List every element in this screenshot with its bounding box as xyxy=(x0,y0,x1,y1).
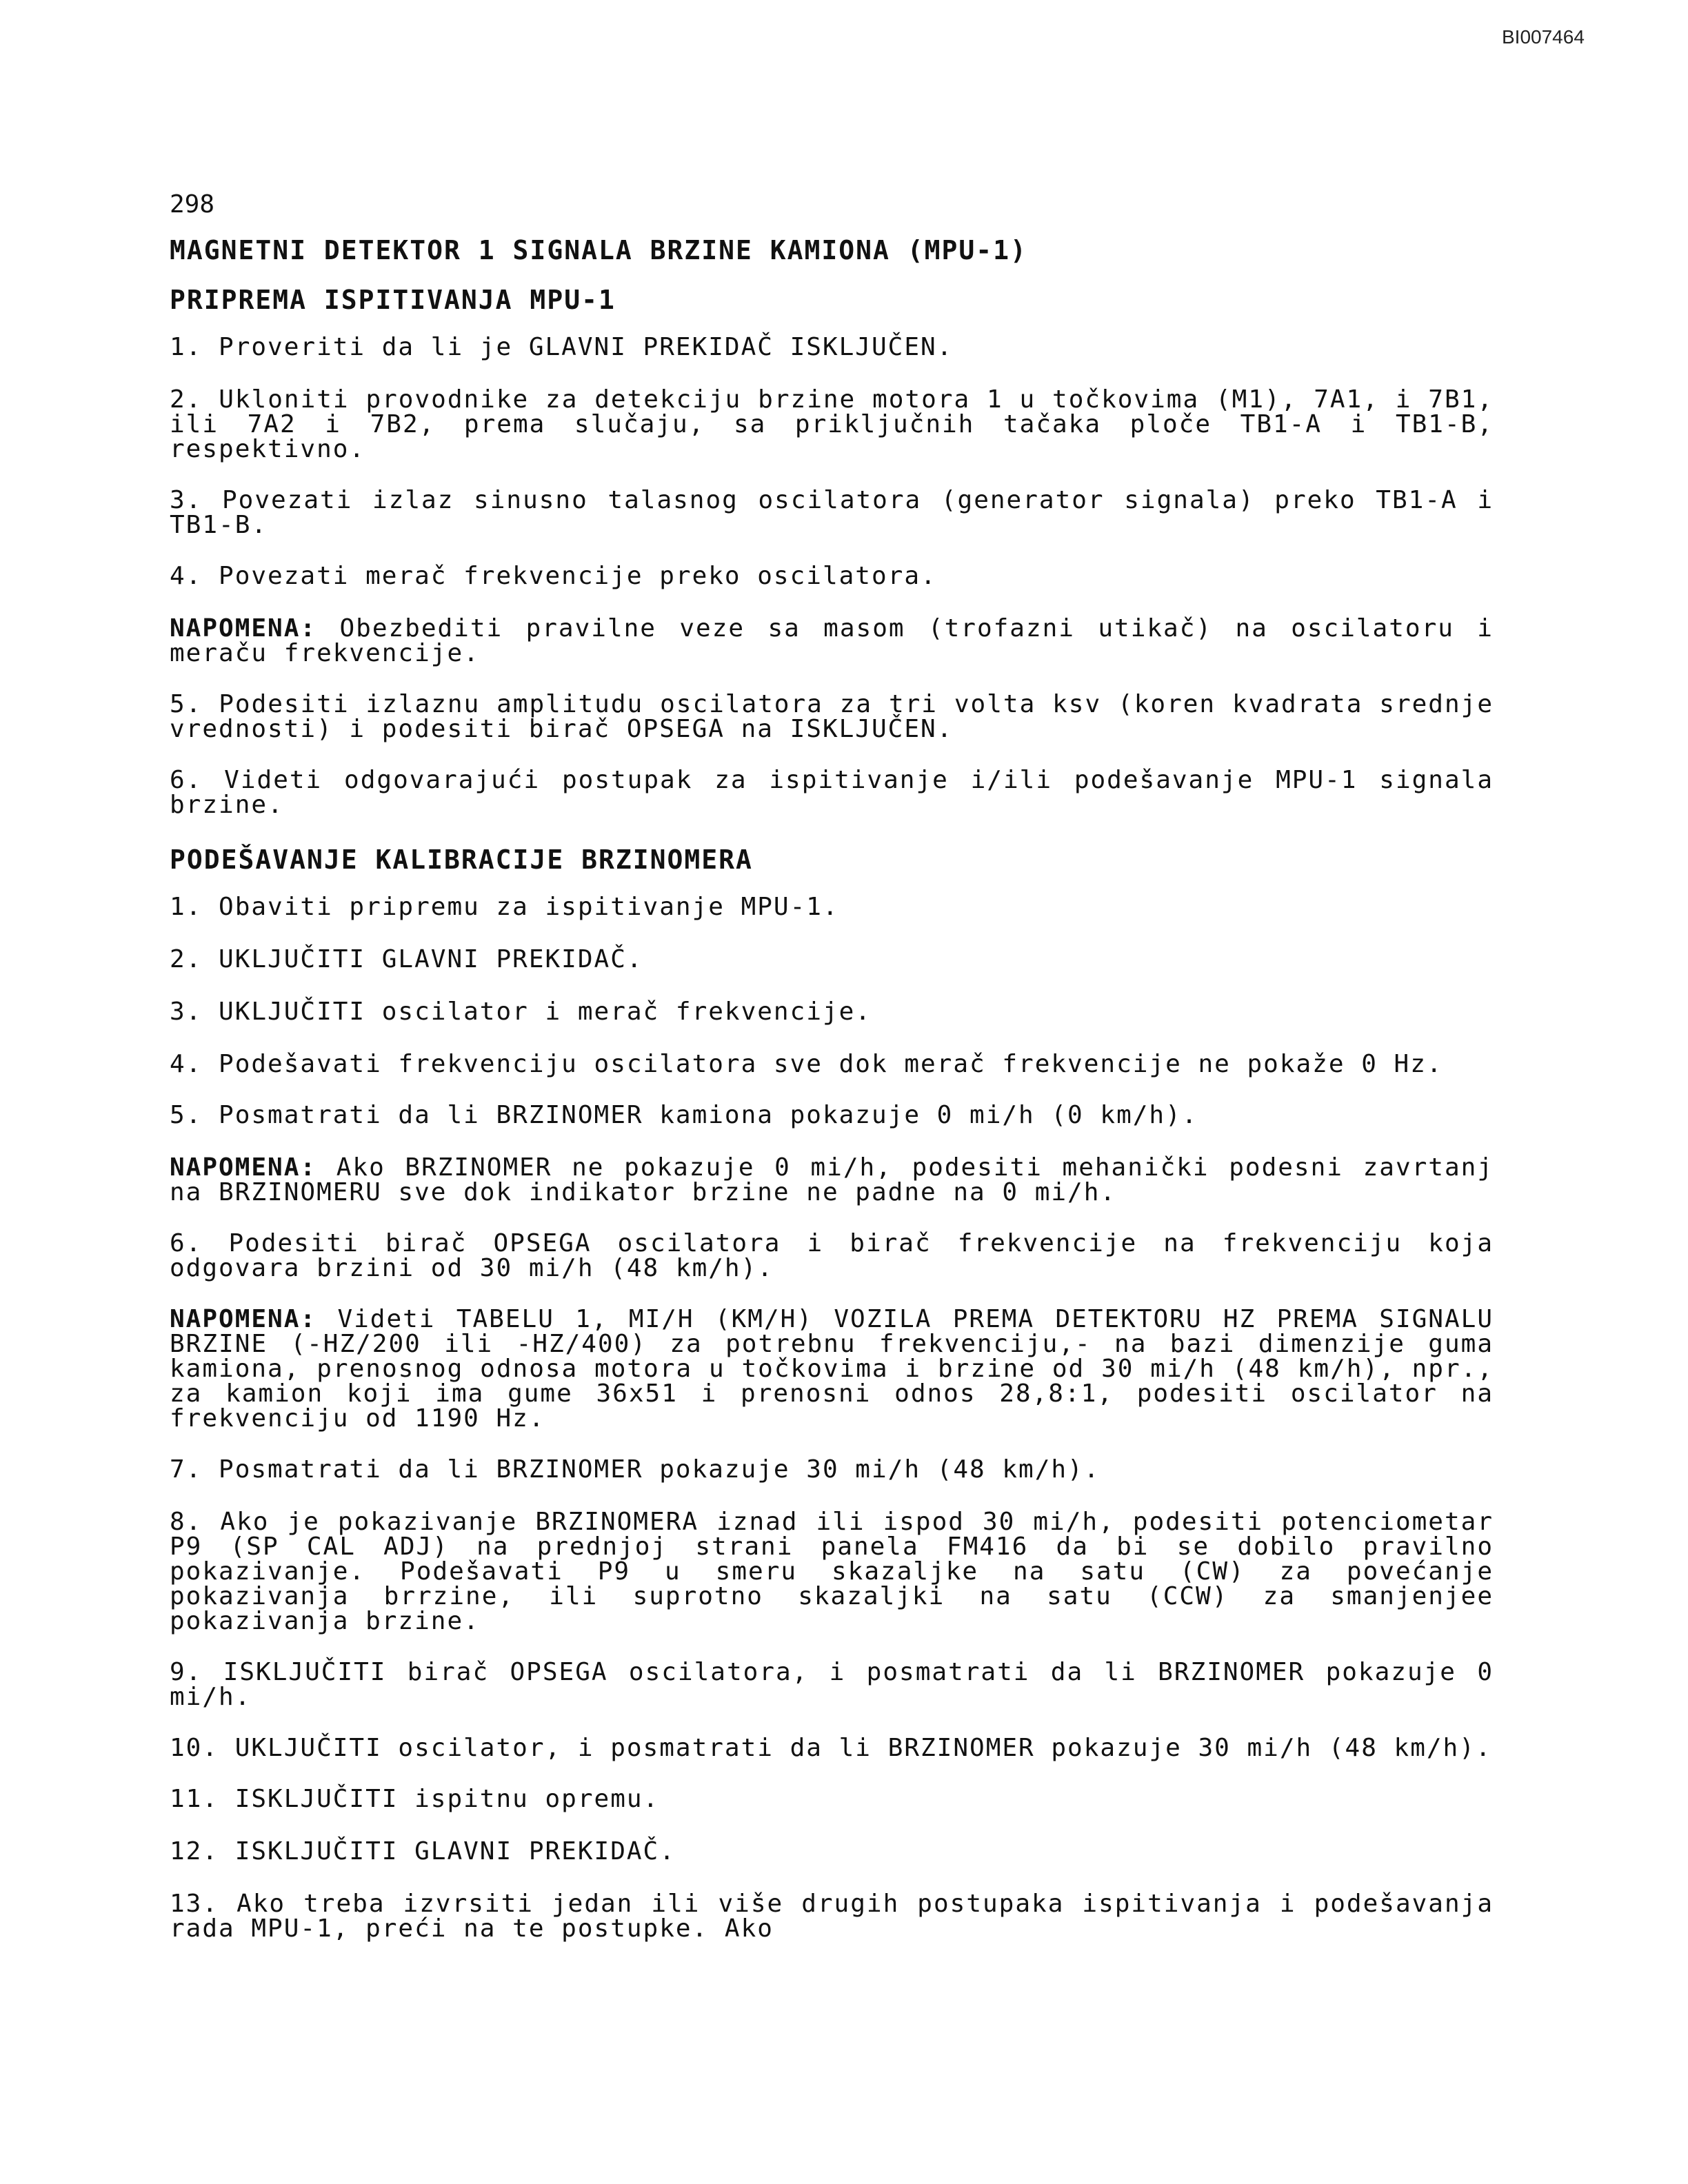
step-paragraph: 3. Povezati izlaz sinusno talasnog oscilatora (generator signala) preko TB1-A i TB1-B. xyxy=(170,486,1494,539)
document-title: MAGNETNI DETEKTOR 1 SIGNALA BRZINE KAMIONA (MPU-1) xyxy=(170,235,1027,265)
note-paragraph xyxy=(170,1155,1494,1205)
document-body xyxy=(170,234,1494,1968)
step-paragraph: 3. UKLJUČITI oscilator i merač frekvencije. xyxy=(170,998,872,1026)
document-id: BI007464 xyxy=(1502,26,1585,48)
step-paragraph: 6. Videti odgovarajući postupak za ispitivanje i/ili podešavanje MPU-1 signala brzine. xyxy=(170,766,1494,819)
step-paragraph: 8. Ako je pokazivanje BRZINOMERA iznad ili ispod 30 mi/h, podesiti potenciometar P9 (SP CAL ADJ) na prednjoj strani panela FM416 da bi se dobilo pravilno pokazivanje. Podešavati P9 u smeru skazaljke na satu (CW) za povećanje pokazivanja brrzine, ili suprotno skazaljki na satu (CCW) za smanjenjee pokazivanja brzine. xyxy=(170,1508,1494,1635)
step-paragraph: 13. Ako treba izvrsiti jedan ili više drugih postupaka ispitivanja i podešavanja rada MPU-1, preći na te postupke. Ako xyxy=(170,1890,1494,1943)
step-paragraph: 2. Ukloniti provodnike za detekciju brzine motora 1 u točkovima (M1), 7A1, i 7B1, ili 7A2 i 7B2, prema slučaju, sa priključnih tačaka ploče TB1-A i TB1-B, respektivno. xyxy=(170,385,1494,463)
page-number: 298 xyxy=(170,190,215,219)
step-paragraph: 5. Posmatrati da li BRZINOMER kamiona pokazuje 0 mi/h (0 km/h). xyxy=(170,1101,1198,1129)
note-label: NAPOMENA: xyxy=(170,614,317,643)
step-paragraph: 5. Podesiti izlaznu amplitudu oscilatora za tri volta ksv (koren kvadrata srednje vrednosti) i podesiti birač OPSEGA na ISKLJUČEN. xyxy=(170,690,1494,743)
note-text: Videti TABELU 1, MI/H (KM/H) VOZILA PREMA DETEKTORU HZ PREMA SIGNALU BRZINE (-HZ/200 ili -HZ/400) za potrebnu frekvenciju,- na bazi dimenzije guma kamiona, prenosnog odnosa motora u točkovima i brzine od 30 mi/h (48 km/h), npr., za kamion koji ima gume 36x51 i prenosni odnos 28,8:1, podesiti oscilator na frekvenciju od 1190 Hz. xyxy=(170,1305,1494,1433)
step-paragraph: 1. Obaviti pripremu za ispitivanje MPU-1. xyxy=(170,893,839,921)
note-paragraph xyxy=(170,616,1494,666)
step-paragraph: 6. Podesiti birač OPSEGA oscilatora i birač frekvencije na frekvenciju koja odgovara brzini od 30 mi/h (48 km/h). xyxy=(170,1229,1494,1282)
section-heading-preparation: PRIPREMA ISPITIVANJA MPU-1 xyxy=(170,285,616,315)
step-paragraph: 1. Proveriti da li je GLAVNI PREKIDAČ ISKLJUČEN. xyxy=(170,333,954,361)
step-paragraph: 2. UKLJUČITI GLAVNI PREKIDAČ. xyxy=(170,945,643,973)
section-heading-calibration: PODEŠAVANJE KALIBRACIJE BRZINOMERA xyxy=(170,845,753,875)
step-paragraph: 4. Povezati merač frekvencije preko oscilatora. xyxy=(170,562,937,590)
step-paragraph: 10. UKLJUČITI oscilator, i posmatrati da li BRZINOMER pokazuje 30 mi/h (48 km/h). xyxy=(170,1734,1492,1762)
step-paragraph: 7. Posmatrati da li BRZINOMER pokazuje 30 mi/h (48 km/h). xyxy=(170,1455,1101,1484)
step-paragraph: 4. Podešavati frekvenciju oscilatora sve dok merač frekvencije ne pokaže 0 Hz. xyxy=(170,1050,1443,1078)
note-text: Ako BRZINOMER ne pokazuje 0 mi/h, podesiti mehanički podesni zavrtanj na BRZINOMERU sve dok indikator brzine ne padne na 0 mi/h. xyxy=(170,1153,1494,1206)
step-paragraph: 12. ISKLJUČITI GLAVNI PREKIDAČ. xyxy=(170,1837,676,1866)
step-paragraph: 11. ISKLJUČITI ispitnu opremu. xyxy=(170,1785,660,1813)
note-label: NAPOMENA: xyxy=(170,1153,317,1182)
note-text: Obezbediti pravilne veze sa masom (trofazni utikač) na oscilatoru i meraču frekvencije. xyxy=(170,614,1494,667)
note-paragraph xyxy=(170,1307,1494,1431)
step-paragraph: 9. ISKLJUČITI birač OPSEGA oscilatora, i posmatrati da li BRZINOMER pokazuje 0 mi/h. xyxy=(170,1658,1494,1711)
note-label: NAPOMENA: xyxy=(170,1305,317,1333)
